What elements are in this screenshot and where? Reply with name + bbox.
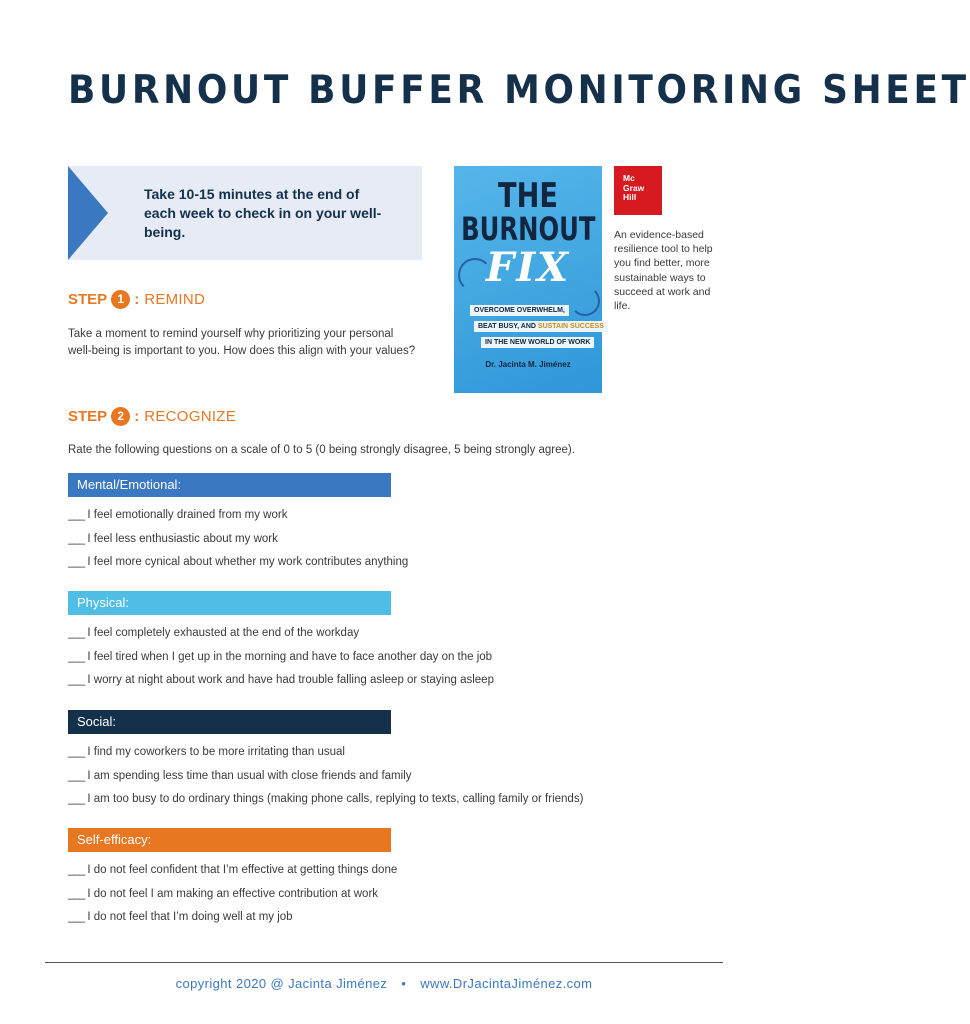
step-1-heading: STEP 1 : REMIND bbox=[68, 291, 206, 308]
rating-item[interactable]: ___ I feel more cynical about whether my work contributes anything bbox=[68, 556, 409, 568]
step-number-badge: 2 bbox=[111, 407, 130, 426]
copyright-text: copyright 2020 @ Jacinta Jiménez bbox=[175, 976, 388, 991]
footer bbox=[0, 976, 768, 991]
step-1-text: Take a moment to remind yourself why prioritizing your personal well-being is important to you. How does this align with your values? bbox=[68, 328, 416, 357]
step-2-heading: STEP 2 : RECOGNIZE bbox=[68, 408, 237, 425]
rating-item[interactable]: ___ I feel tired when I get up in the morning and have to face another day on the job bbox=[68, 650, 493, 663]
rating-item[interactable]: ___ I am too busy to do ordinary things (making phone calls, replying to texts, calling family or friends) bbox=[68, 793, 584, 805]
section-self-efficacy bbox=[68, 828, 738, 930]
rating-item[interactable]: ___ I find my coworkers to be more irritating than usual bbox=[68, 746, 345, 758]
rating-item[interactable]: ___ I am spending less time than usual with close friends and family bbox=[68, 769, 412, 782]
section-social bbox=[68, 710, 738, 812]
rating-item[interactable]: ___ I do not feel I am making an effective contribution at work bbox=[68, 887, 379, 900]
book-subtitle-3: IN THE NEW WORLD OF WORK bbox=[481, 337, 594, 348]
book-blurb: An evidence-based resilience tool to help you find better, more sustainable ways to succeed at work and life. bbox=[614, 229, 713, 313]
rating-item[interactable]: ___ I worry at night about work and have had trouble falling asleep or staying asleep bbox=[68, 674, 494, 686]
page-title: BURNOUT BUFFER MONITORING SHEET bbox=[68, 68, 970, 113]
intro-callout bbox=[68, 166, 422, 260]
book-title-burnout: BURNOUT bbox=[461, 210, 596, 248]
book-cover bbox=[454, 166, 602, 393]
rating-item[interactable]: ___ I do not feel that I’m doing well at my job bbox=[68, 911, 293, 923]
rating-item[interactable]: ___ I feel emotionally drained from my work bbox=[68, 509, 288, 521]
book-subtitle-2: BEAT BUSY, AND SUSTAIN SUCCESS bbox=[474, 321, 608, 332]
section-mental-emotional bbox=[68, 473, 738, 575]
book-title-the: THE bbox=[498, 176, 558, 216]
book-subtitle-1: OVERCOME OVERWHELM, bbox=[470, 305, 569, 316]
separator-dot: • bbox=[401, 976, 407, 991]
intro-text: Take 10-15 minutes at the end of each week to check in on your well-being. bbox=[144, 186, 382, 240]
section-header: Mental/Emotional: bbox=[68, 473, 391, 497]
mcgraw-hill-logo: Mc Graw Hill bbox=[614, 166, 662, 215]
rating-item[interactable]: ___ I do not feel confident that I’m effective at getting things done bbox=[68, 864, 398, 876]
website-link[interactable]: www.DrJacintaJiménez.com bbox=[420, 976, 593, 991]
rating-item[interactable]: ___ I feel less enthusiastic about my work bbox=[68, 532, 278, 545]
section-header: Self-efficacy: bbox=[68, 828, 391, 852]
book-author: Dr. Jacinta M. Jiménez bbox=[485, 360, 571, 369]
rating-item[interactable]: ___ I feel completely exhausted at the end of the workday bbox=[68, 627, 360, 639]
book-title-fix: FIX bbox=[485, 244, 571, 291]
step-number-badge: 1 bbox=[111, 290, 130, 309]
section-physical bbox=[68, 591, 738, 693]
book-subtitle-accent: SUSTAIN SUCCESS bbox=[537, 323, 604, 330]
arrow-icon bbox=[68, 166, 108, 260]
footer-divider bbox=[45, 962, 723, 963]
section-header: Social: bbox=[68, 710, 391, 734]
rating-instructions: Rate the following questions on a scale of 0 to 5 (0 being strongly disagree, 5 being strongly agree). bbox=[68, 444, 575, 456]
section-header: Physical: bbox=[68, 591, 391, 615]
